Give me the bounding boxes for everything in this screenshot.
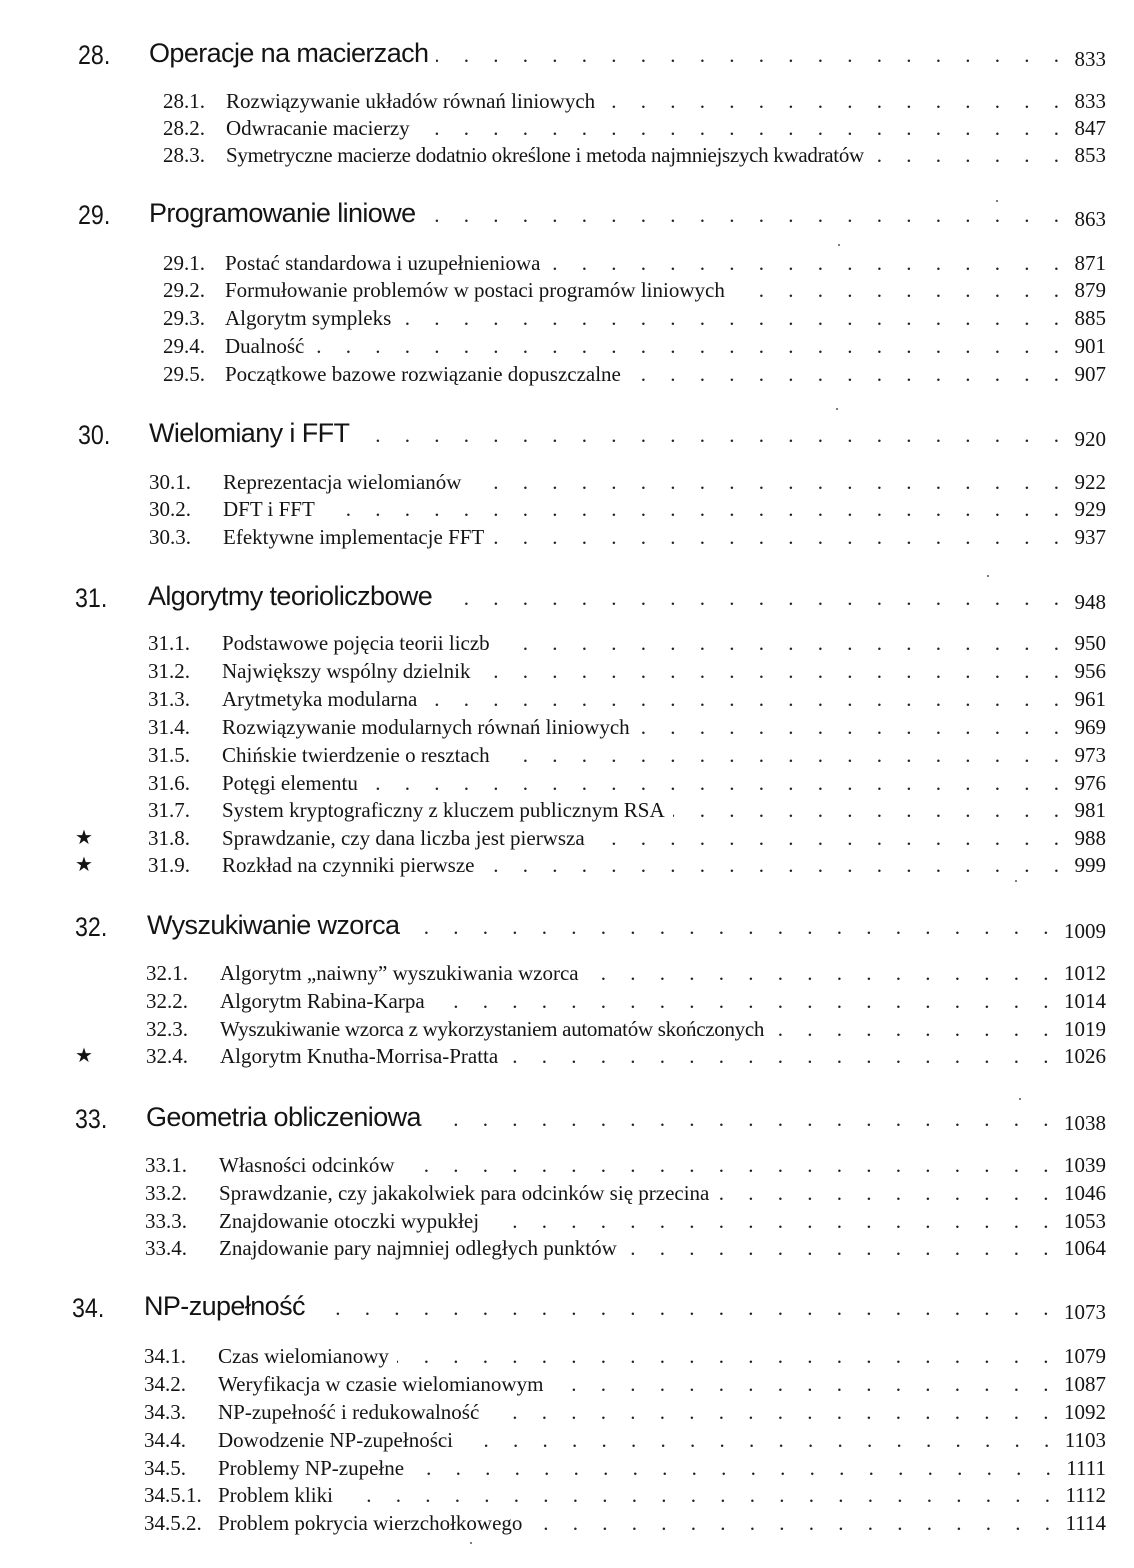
section-page-number: 1064 [1064,1236,1106,1260]
section-page-number: 1103 [1064,1428,1106,1452]
chapter-title: NP-zupełność [144,1291,305,1321]
scan-speck [470,1542,472,1544]
section-title: Arytmetyka modularna [222,687,418,711]
toc-section-entry[interactable] [0,246,1134,276]
chapter-number: 30. [78,420,111,450]
section-number: 34.3. [144,1400,186,1424]
section-number: 30.2. [149,497,191,521]
toc-chapter-heading[interactable] [0,200,1134,230]
toc-section-entry[interactable] [0,465,1134,495]
toc-section-entry[interactable] [0,1039,1134,1069]
dot-leader [403,1152,1058,1178]
toc-section-entry[interactable] [0,1367,1134,1397]
toc-chapter-heading[interactable] [0,420,1134,450]
section-page-number: 922 [1074,470,1106,494]
section-page-number: 981 [1074,798,1106,822]
toc-section-entry[interactable] [0,1506,1134,1536]
dot-leader [483,852,1069,878]
section-page-number: 929 [1074,497,1106,521]
section-page-number: 1014 [1064,989,1106,1013]
section-number: 33.4. [145,1236,187,1260]
section-number: 32.3. [146,1017,188,1041]
chapter-number: 28. [78,40,111,70]
section-title: Chińskie twierdzenie o resztach [222,743,490,767]
toc-chapter-heading[interactable] [0,583,1134,613]
section-page-number: 853 [1074,143,1106,167]
section-title: Sprawdzanie, czy jakakolwiek para odcinków się przecina [219,1181,710,1205]
section-page-number: 907 [1074,362,1106,386]
section-page-number: 976 [1074,771,1106,795]
section-title: Własności odcinków [219,1153,395,1177]
toc-section-entry[interactable] [0,1012,1134,1042]
chapter-number: 34. [72,1293,105,1323]
toc-section-entry[interactable] [0,710,1134,740]
toc-section-entry[interactable] [0,1339,1134,1369]
section-title: NP-zupełność i redukowalność [218,1400,480,1424]
dot-leader [312,333,1068,359]
dot-leader [498,742,1069,768]
dot-leader [638,714,1069,740]
section-number: 29.1. [163,251,205,275]
dot-leader [530,1510,1059,1536]
toc-section-entry[interactable] [0,329,1134,359]
section-number: 31.7. [148,798,190,822]
section-page-number: 956 [1074,659,1106,683]
section-title: Czas wielomianowy [218,1344,389,1368]
dot-leader [551,1371,1058,1397]
section-page-number: 879 [1074,278,1106,302]
section-title: Problemy NP-zupełne [218,1456,405,1480]
section-title: Algorytm „naiwny” wyszukiwania wzorca [220,961,579,985]
dot-leader [323,496,1069,522]
section-page-number: 999 [1074,853,1106,877]
chapter-page-number: 1073 [1064,1300,1106,1324]
toc-section-entry[interactable] [0,1204,1134,1234]
section-title: Weryfikacja w czasie wielomianowym [218,1372,544,1396]
chapter-page-number: 863 [1074,207,1106,231]
section-number: 34.1. [144,1344,186,1368]
dot-leader [440,583,1068,613]
section-title: Największy wspólny dzielnik [222,659,471,683]
section-number: 28.1. [163,89,205,113]
section-page-number: 1053 [1064,1209,1106,1233]
dot-leader [717,1180,1058,1206]
section-number: 34.2. [144,1372,186,1396]
toc-section-entry[interactable] [0,682,1134,712]
toc-chapter-heading[interactable] [0,1104,1134,1134]
section-page-number: 871 [1074,251,1106,275]
toc-section-entry[interactable] [0,766,1134,796]
chapter-number: 29. [78,200,111,230]
section-page-number: 1114 [1065,1511,1106,1535]
section-number: 31.5. [148,743,190,767]
section-number: 31.3. [148,687,190,711]
dot-leader [313,1293,1058,1323]
section-title: DFT i FFT [223,497,315,521]
section-page-number: 1112 [1065,1483,1106,1507]
section-page-number: 1012 [1064,961,1106,985]
toc-chapter-heading[interactable] [0,912,1134,942]
toc-section-entry[interactable] [0,984,1134,1014]
star-icon: ★ [75,852,93,876]
chapter-title: Algorytmy teorioliczbowe [148,581,433,611]
toc-section-entry[interactable] [0,301,1134,331]
section-number: 32.1. [146,961,188,985]
toc-section-entry[interactable] [0,520,1134,550]
section-number: 32.4. [146,1044,188,1068]
section-number: 30.3. [149,525,191,549]
dot-leader [487,1399,1058,1425]
toc-chapter-heading[interactable] [0,40,1134,70]
section-title: Podstawowe pojęcia teorii liczb [222,631,490,655]
section-number: 28.2. [163,116,205,140]
section-title: Reprezentacja wielomianów [223,470,462,494]
section-title: Problem pokrycia wierzchołkowego [218,1511,523,1535]
section-number: 34.4. [144,1428,186,1452]
section-title: Problem kliki [218,1483,333,1507]
dot-leader [478,658,1068,684]
section-title: Formułowanie problemów w postaci programów liniowych [225,278,725,302]
section-title: Odwracanie macierzy [226,116,410,140]
section-number: 31.2. [148,659,190,683]
dot-leader [407,912,1058,942]
section-title: Algorytm sympleks [225,306,392,330]
toc-section-entry[interactable] [0,654,1134,684]
scan-speck [987,575,989,577]
scan-speck [996,200,998,202]
section-title: Dualność [225,334,305,358]
toc-section-entry[interactable] [0,1478,1134,1508]
section-title: Dowodzenie NP-zupełności [218,1428,454,1452]
section-title: Algorytm Knutha-Morrisa-Pratta [220,1044,499,1068]
toc-section-entry[interactable] [0,111,1134,141]
chapter-title: Wyszukiwanie wzorca [147,910,400,940]
section-page-number: 1039 [1064,1153,1106,1177]
section-page-number: 1087 [1064,1372,1106,1396]
section-number: 31.1. [148,631,190,655]
toc-section-entry[interactable] [0,1451,1134,1481]
dot-leader [425,686,1068,712]
section-number: 29.5. [163,362,205,386]
toc-section-entry[interactable] [0,492,1134,522]
section-title: System kryptograficzny z kluczem publicznym RSA [222,798,665,822]
toc-section-entry[interactable] [0,273,1134,303]
section-page-number: 1019 [1064,1017,1106,1041]
chapter-title: Operacje na macierzach [149,38,429,68]
chapter-number: 33. [75,1104,108,1134]
section-title: Znajdowanie pary najmniej odległych punktów [219,1236,617,1260]
section-number: 31.8. [148,826,190,850]
section-page-number: 950 [1074,631,1106,655]
toc-chapter-heading[interactable] [0,1293,1134,1323]
section-number: 31.4. [148,715,190,739]
section-title: Potęgi elementu [222,771,358,795]
dot-leader [506,1043,1058,1069]
dot-leader [733,277,1069,303]
dot-leader [872,142,1069,168]
dot-leader [492,524,1068,550]
chapter-number: 32. [75,912,108,942]
section-title: Rozwiązywanie modularnych równań liniowych [222,715,630,739]
section-title: Postać standardowa i uzupełnieniowa [225,251,541,275]
dot-leader [625,1235,1058,1261]
section-title: Znajdowanie otoczki wypukłej [219,1209,480,1233]
dot-leader [357,420,1068,450]
chapter-page-number: 1009 [1064,919,1106,943]
chapter-page-number: 833 [1074,47,1106,71]
section-page-number: 1079 [1064,1344,1106,1368]
toc-section-entry[interactable] [0,138,1134,168]
section-page-number: 847 [1074,116,1106,140]
section-title: Algorytm Rabina-Karpa [220,989,425,1013]
chapter-number: 31. [75,583,108,613]
scan-speck [838,244,840,246]
dot-leader [397,1343,1058,1369]
section-number: 28.3. [163,143,205,167]
section-title: Rozwiązywanie układów równań liniowych [226,89,596,113]
dot-leader [461,1427,1059,1453]
chapter-title: Wielomiany i FFT [149,418,350,448]
section-page-number: 1092 [1064,1400,1106,1424]
scan-speck [1019,1098,1021,1100]
section-number: 31.6. [148,771,190,795]
section-page-number: 885 [1074,306,1106,330]
section-number: 34.5.2. [144,1511,202,1535]
star-icon: ★ [75,1043,93,1067]
section-number: 29.4. [163,334,205,358]
section-number: 33.1. [145,1153,187,1177]
section-page-number: 988 [1074,826,1106,850]
dot-leader [341,1482,1060,1508]
section-page-number: 973 [1074,743,1106,767]
section-title: Rozkład na czynniki pierwsze [222,853,475,877]
section-number: 30.1. [149,470,191,494]
section-title: Wyszukiwanie wzorca z wykorzystaniem automatów skończonych [220,1017,765,1041]
section-number: 29.2. [163,278,205,302]
section-number: 33.2. [145,1181,187,1205]
toc-section-entry[interactable] [0,1176,1134,1206]
toc-section-entry[interactable] [0,84,1134,114]
toc-section-entry[interactable] [0,793,1134,823]
dot-leader [629,361,1069,387]
dot-leader [436,40,1068,70]
toc-section-entry[interactable] [0,848,1134,878]
section-number: 34.5. [144,1456,186,1480]
toc-section-entry[interactable] [0,821,1134,851]
scan-speck [836,408,838,410]
dot-leader [498,630,1069,656]
scan-speck [1015,880,1017,882]
section-title: Początkowe bazowe rozwiązanie dopuszczalne [225,362,621,386]
section-number: 33.3. [145,1209,187,1233]
star-icon: ★ [75,825,93,849]
section-number: 32.2. [146,989,188,1013]
chapter-page-number: 1038 [1064,1111,1106,1135]
chapter-page-number: 948 [1074,590,1106,614]
section-title: Sprawdzanie, czy dana liczba jest pierwsza [222,826,585,850]
toc-section-entry[interactable] [0,1148,1134,1178]
chapter-page-number: 920 [1074,427,1106,451]
section-title: Efektywne implementacje FFT [223,525,485,549]
toc-section-entry[interactable] [0,626,1134,656]
section-number: 34.5.1. [144,1483,202,1507]
chapter-title: Geometria obliczeniowa [146,1102,421,1132]
toc-section-entry[interactable] [0,1395,1134,1425]
section-page-number: 1046 [1064,1181,1106,1205]
section-page-number: 969 [1074,715,1106,739]
dot-leader [587,960,1058,986]
section-number: 29.3. [163,306,205,330]
toc-section-entry[interactable] [0,1231,1134,1261]
toc-section-entry[interactable] [0,357,1134,387]
section-page-number: 901 [1074,334,1106,358]
section-page-number: 1026 [1064,1044,1106,1068]
section-number: 31.9. [148,853,190,877]
toc-section-entry[interactable] [0,956,1134,986]
dot-leader [399,305,1068,331]
toc-section-entry[interactable] [0,1423,1134,1453]
section-page-number: 1111 [1066,1456,1106,1480]
chapter-title: Programowanie liniowe [149,198,416,228]
dot-leader [673,797,1069,823]
dot-leader [429,1104,1058,1134]
dot-leader [424,200,1069,230]
section-title: Symetryczne macierze dodatnio określone i metoda najmniejszych kwadratów [226,143,864,167]
section-page-number: 833 [1074,89,1106,113]
toc-section-entry[interactable] [0,738,1134,768]
section-page-number: 961 [1074,687,1106,711]
dot-leader [433,988,1058,1014]
section-page-number: 937 [1074,525,1106,549]
